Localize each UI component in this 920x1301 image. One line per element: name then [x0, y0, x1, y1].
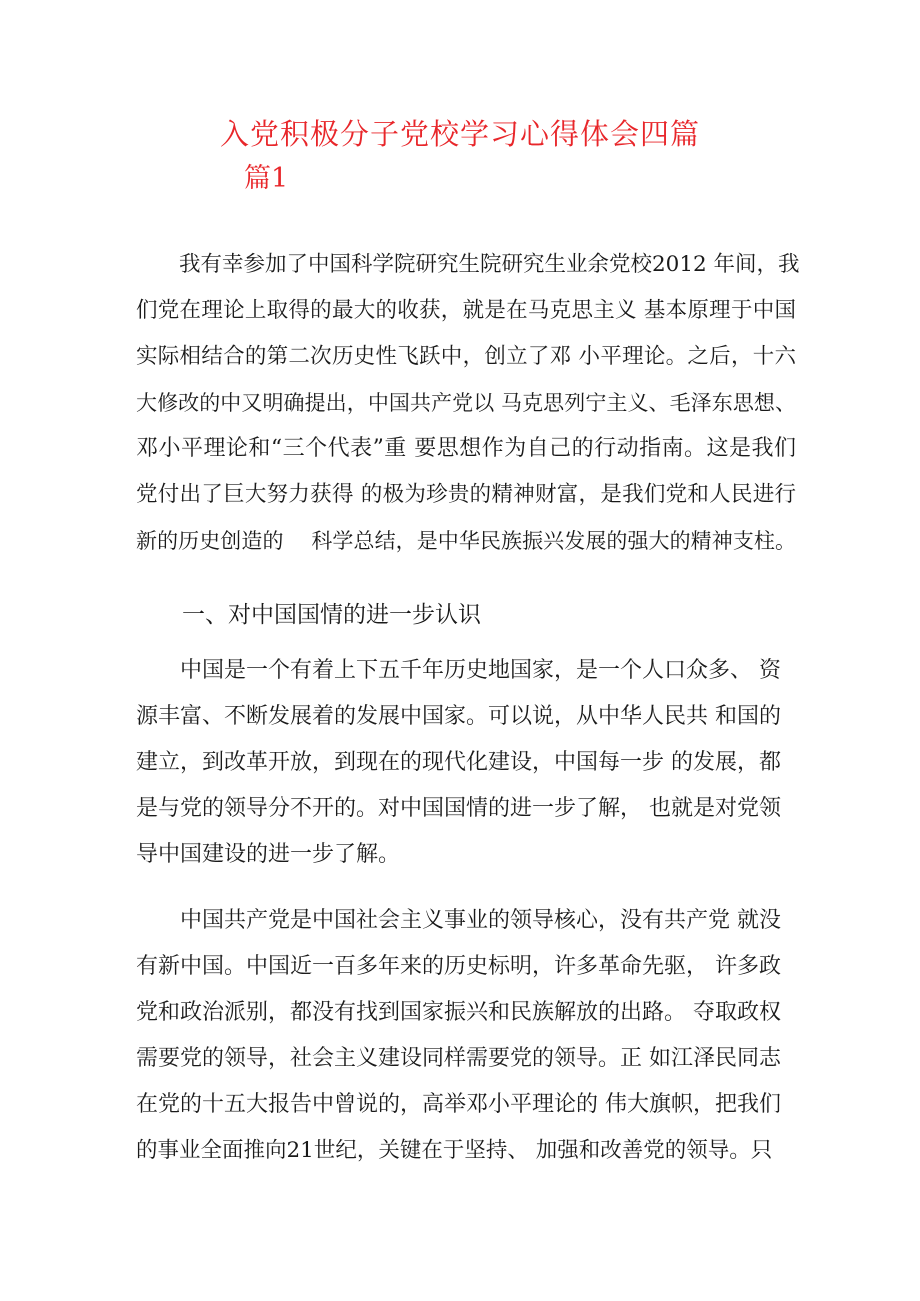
- paragraph-line: 需要党的领导，社会主义建设同样需要党的领导。正 如江泽民同志: [136, 1046, 781, 1071]
- paragraph-line: 有新中国。中国近一百多年来的历史标明，许多革命先驱， 许多政: [136, 954, 781, 979]
- document-title: 入党积极分子党校学习心得体会四篇: [219, 117, 700, 151]
- paragraph-line: 是与党的领导分不开的。对中国国情的进一步了解， 也就是对党领: [136, 796, 781, 821]
- paragraph-line: 中国是一个有着上下五千年历史地国家，是一个人口众多、 资: [136, 658, 781, 683]
- paragraph-line: 在党的十五大报告中曾说的，高举邓小平理论的 伟大旗帜，把我们: [136, 1092, 781, 1117]
- paragraph-line: 的事业全面推向21世纪，关键在于坚持、 加强和改善党的领导。只: [136, 1138, 773, 1163]
- paragraph-line: 我有幸参加了中国科学院研究生院研究生业余党校2012 年间，我: [136, 252, 800, 277]
- paragraph-line: 导中国建设的进一步了解。: [136, 842, 401, 867]
- paragraph-line: 建立，到改革开放，到现在的现代化建设，中国每一步 的发展，都: [136, 750, 781, 775]
- paragraph-line: 中国共产党是中国社会主义事业的领导核心，没有共产党 就没: [136, 908, 781, 933]
- section-heading: 一、对中国国情的进一步认识: [182, 602, 481, 628]
- paragraph-line: 新的历史创造的 科学总结，是中华民族振兴发展的强大的精神支柱。: [136, 529, 796, 553]
- paragraph-line: 邓小平理论和“三个代表”重 要思想作为自己的行动指南。这是我们: [136, 436, 796, 461]
- paragraph-line: 源丰富、不断发展着的发展中国家。可以说，从中华人民共 和国的: [136, 704, 781, 729]
- paragraph-line: 们党在理论上取得的最大的收获，就是在马克思主义 基本原理于中国: [136, 298, 796, 323]
- paragraph-line: 党付出了巨大努力获得 的极为珍贵的精神财富，是我们党和人民进行: [136, 482, 796, 507]
- paragraph-line: 大修改的中又明确提出，中国共产党以 马克思列宁主义、毛泽东思想、: [136, 391, 796, 415]
- paragraph-line: 实际相结合的第二次历史性飞跃中，创立了邓 小平理论。之后，十六: [136, 344, 796, 369]
- paragraph-line: 党和政治派别，都没有找到国家振兴和民族解放的出路。 夺取政权: [136, 1000, 781, 1025]
- section-label: 篇1: [244, 163, 289, 194]
